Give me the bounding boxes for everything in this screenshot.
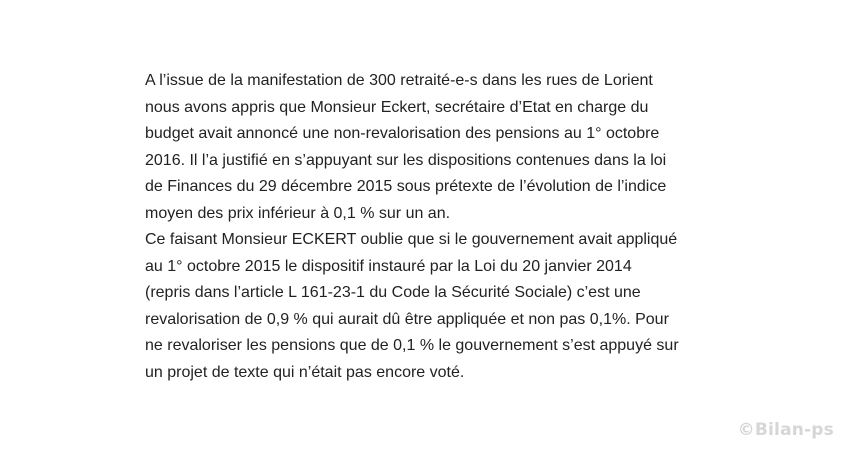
article-line: de Finances du 29 décembre 2015 sous prétexte de l’évolution de l’indice bbox=[145, 178, 667, 195]
article-line: moyen des prix inférieur à 0,1 % sur un an. bbox=[145, 204, 451, 222]
article-line: ne revaloriser les pensions que de 0,1 % le gouvernement s’est appuyé sur bbox=[145, 337, 679, 354]
article-line: un projet de texte qui n’était pas encore voté. bbox=[145, 363, 465, 381]
watermark: ©Bilan-ps bbox=[737, 420, 834, 440]
article-line: 2016. Il l’a justifié en s’appuyant sur les dispositions contenues dans la loi bbox=[145, 151, 667, 169]
article-line: A l’issue de la manifestation de 300 retraité-e-s dans les rues de Lorient bbox=[145, 72, 653, 89]
article-line: budget avait annoncé une non-revalorisation des pensions au 1° octobre bbox=[145, 125, 660, 142]
article-line: Ce faisant Monsieur ECKERT oublie que si le gouvernement avait appliqué bbox=[145, 231, 678, 248]
article-line: nous avons appris que Monsieur Eckert, secrétaire d’Etat en charge du bbox=[145, 98, 649, 116]
article-line: revalorisation de 0,9 % qui aurait dû être appliquée et non pas 0,1%. Pour bbox=[145, 310, 669, 328]
article-text bbox=[145, 68, 725, 386]
article-line: au 1° octobre 2015 le dispositif instauré par la Loi du 20 janvier 2014 bbox=[145, 257, 632, 275]
article-line: (repris dans l’article L 161-23-1 du Code la Sécurité Sociale) c’est une bbox=[145, 284, 641, 301]
